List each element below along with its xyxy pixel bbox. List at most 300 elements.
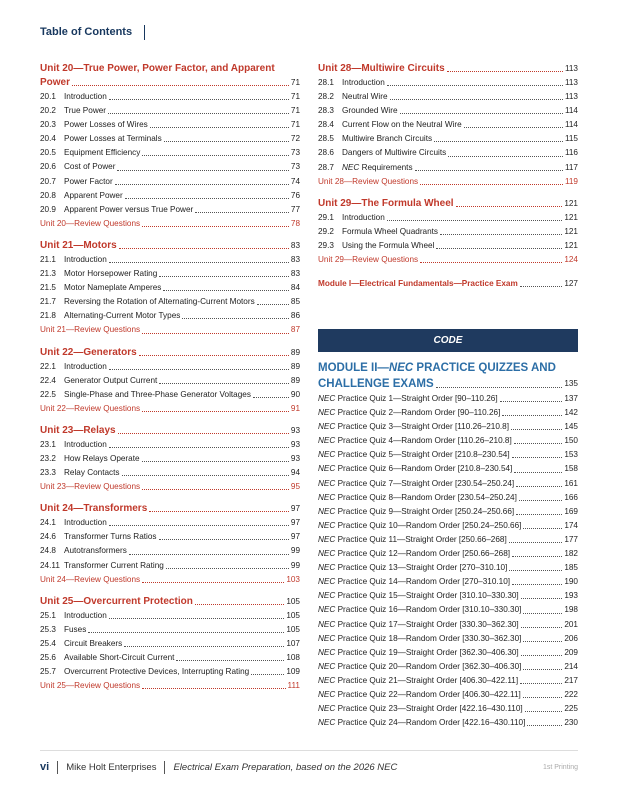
quiz-title: NEC Practice Quiz 16—Random Order [310.10–330.30] xyxy=(318,605,522,615)
entry-title: Power Losses of Wires xyxy=(64,120,148,130)
unit-heading[interactable] xyxy=(40,595,300,609)
entry-title: Apparent Power versus True Power xyxy=(64,204,194,214)
toc-entry[interactable] xyxy=(40,295,300,309)
unit-section xyxy=(318,62,578,189)
toc-entry[interactable] xyxy=(40,388,300,402)
footer-separator xyxy=(164,761,165,774)
dot-leader xyxy=(521,627,563,628)
quiz-title: NEC Practice Quiz 22—Random Order [406.30–422.11] xyxy=(318,689,521,699)
dot-leader xyxy=(436,387,563,388)
dot-leader xyxy=(166,568,289,569)
code-banner xyxy=(318,329,578,352)
toc-title: Table of Contents xyxy=(40,26,133,38)
toc-entry[interactable] xyxy=(40,309,300,323)
dot-leader xyxy=(88,632,284,633)
page-number: 150 xyxy=(564,436,578,446)
entry-title: Transformer Turns Ratios xyxy=(64,532,157,542)
toc-entry[interactable] xyxy=(40,281,300,295)
entry-title: Circuit Breakers xyxy=(64,638,123,648)
page-number: 93 xyxy=(290,453,300,463)
quiz-entry[interactable] xyxy=(318,603,578,617)
page-number: 89 xyxy=(290,361,300,371)
code-banner-label: CODE xyxy=(433,335,463,346)
page-number: 222 xyxy=(564,689,578,699)
unit-heading[interactable] xyxy=(40,346,300,360)
quiz-entry[interactable] xyxy=(318,477,578,491)
header-divider xyxy=(144,25,145,40)
quiz-title: NEC Practice Quiz 6—Random Order [210.8–230.54] xyxy=(318,464,513,474)
unit-heading-text: Unit 25—Overcurrent Protection xyxy=(40,595,193,607)
toc-entry[interactable] xyxy=(40,189,300,203)
toc-entry[interactable] xyxy=(40,175,300,189)
toc-entry[interactable] xyxy=(40,253,300,267)
entry-title: True Power xyxy=(64,106,107,116)
dot-leader xyxy=(415,170,563,171)
page-number: 76 xyxy=(290,190,300,200)
toc-entry[interactable] xyxy=(40,146,300,160)
quiz-entry[interactable] xyxy=(318,575,578,589)
dot-leader xyxy=(420,262,562,263)
toc-entry[interactable] xyxy=(40,267,300,281)
entry-title: Introduction xyxy=(64,92,107,101)
quiz-title: NEC Practice Quiz 1—Straight Order [90–110.26] xyxy=(318,394,498,403)
review-title: Unit 24—Review Questions xyxy=(40,574,141,584)
section-number: 21.8 xyxy=(40,311,56,321)
dot-leader xyxy=(464,127,563,128)
page-number: 97 xyxy=(290,532,300,542)
quiz-entry[interactable] xyxy=(318,589,578,603)
dot-leader xyxy=(512,457,563,458)
section-number: 20.2 xyxy=(40,106,56,116)
publisher-name: Mike Holt Enterprises xyxy=(66,761,157,773)
toc-entry[interactable] xyxy=(318,146,578,160)
entry-title: Cost of Power xyxy=(64,162,116,172)
unit-heading[interactable] xyxy=(40,502,300,516)
toc-entry[interactable] xyxy=(40,516,300,530)
section-number: 20.4 xyxy=(40,134,56,144)
quiz-entry[interactable] xyxy=(318,434,578,448)
page-number: 77 xyxy=(290,204,300,214)
page-number: 109 xyxy=(286,667,300,677)
unit-heading[interactable] xyxy=(318,197,578,211)
toc-entry[interactable] xyxy=(40,160,300,174)
page-number: vi xyxy=(40,761,50,773)
entry-title: Introduction xyxy=(64,361,107,371)
section-number: 21.1 xyxy=(40,254,56,264)
page-number: 105 xyxy=(286,624,300,634)
toc-entry[interactable] xyxy=(40,544,300,558)
dot-leader xyxy=(122,475,289,476)
entry-title: Introduction xyxy=(64,254,107,264)
entry-title: Dangers of Multiwire Circuits xyxy=(342,148,447,158)
page-number: 142 xyxy=(564,408,578,418)
page-number: 169 xyxy=(564,506,578,516)
quiz-entry[interactable] xyxy=(318,406,578,420)
page-number: 84 xyxy=(290,283,300,293)
dot-leader xyxy=(72,85,289,86)
dot-leader xyxy=(118,433,289,434)
toc-entry[interactable] xyxy=(40,132,300,146)
page-number: 185 xyxy=(564,563,578,573)
page-number: 71 xyxy=(290,78,300,87)
quiz-entry[interactable] xyxy=(318,646,578,660)
toc-entry[interactable] xyxy=(40,438,300,452)
review-questions-link[interactable] xyxy=(40,402,300,416)
quiz-title: NEC Practice Quiz 3—Straight Order [110.26–210.8] xyxy=(318,422,509,432)
dot-leader xyxy=(142,411,289,412)
toc-entry[interactable] xyxy=(40,651,300,665)
review-questions-link[interactable] xyxy=(40,480,300,494)
quiz-title: NEC Practice Quiz 7—Straight Order [230.54–250.24] xyxy=(318,478,515,488)
section-number: 25.1 xyxy=(40,610,56,620)
page-number: 124 xyxy=(564,255,578,265)
page-number: 137 xyxy=(564,394,578,403)
dot-leader xyxy=(512,556,562,557)
review-questions-link[interactable] xyxy=(40,573,300,587)
page-number: 91 xyxy=(290,403,300,413)
quiz-title: NEC Practice Quiz 18—Random Order [330.30–362.30] xyxy=(318,633,522,643)
dot-leader xyxy=(521,598,563,599)
toc-entry[interactable] xyxy=(40,559,300,573)
section-number: 28.4 xyxy=(318,120,334,130)
review-questions-link[interactable] xyxy=(318,175,578,189)
entry-title: Introduction xyxy=(342,212,385,222)
unit-heading-text: Power xyxy=(40,77,71,88)
entry-title: NEC Requirements xyxy=(342,162,413,172)
quiz-entry[interactable] xyxy=(318,392,578,406)
dot-leader xyxy=(149,511,289,512)
page-number: 201 xyxy=(564,619,578,629)
toc-entry[interactable] xyxy=(40,90,300,104)
quiz-entry[interactable] xyxy=(318,448,578,462)
toc-entry[interactable] xyxy=(40,665,300,679)
quiz-title: NEC Practice Quiz 11—Straight Order [250.66–268] xyxy=(318,534,507,544)
page-number: 97 xyxy=(290,504,300,514)
dot-leader xyxy=(514,472,562,473)
unit-heading[interactable] xyxy=(40,424,300,438)
dot-leader xyxy=(521,655,563,656)
section-number: 22.1 xyxy=(40,361,56,371)
page-number: 103 xyxy=(286,574,300,584)
footer-separator xyxy=(57,761,58,774)
page-number: 93 xyxy=(290,439,300,449)
dot-leader xyxy=(387,220,563,221)
dot-leader xyxy=(387,85,563,86)
quiz-entry[interactable] xyxy=(318,702,578,716)
toc-entry[interactable] xyxy=(40,360,300,374)
dot-leader xyxy=(509,570,562,571)
toc-entry[interactable] xyxy=(40,118,300,132)
toc-entry[interactable] xyxy=(318,132,578,146)
page-number: 86 xyxy=(290,311,300,321)
page-number: 198 xyxy=(564,605,578,615)
quiz-title: NEC Practice Quiz 5—Straight Order [210.8–230.54] xyxy=(318,450,510,460)
entry-title: Motor Nameplate Amperes xyxy=(64,283,162,293)
page-number: 95 xyxy=(290,482,300,492)
toc-entry[interactable] xyxy=(40,452,300,466)
unit-heading[interactable] xyxy=(40,239,300,253)
dot-leader xyxy=(159,383,289,384)
section-number: 24.11 xyxy=(40,560,60,570)
section-number: 22.5 xyxy=(40,389,56,399)
page-number: 107 xyxy=(286,638,300,648)
entry-title: Motor Horsepower Rating xyxy=(64,269,158,279)
dot-leader xyxy=(511,429,562,430)
entry-title: Introduction xyxy=(64,610,107,620)
dot-leader xyxy=(163,290,289,291)
dot-leader xyxy=(502,415,562,416)
toc-entry[interactable] xyxy=(40,466,300,480)
section-number: 25.7 xyxy=(40,667,56,677)
section-number: 28.1 xyxy=(318,78,334,87)
review-questions-link[interactable] xyxy=(40,323,300,337)
unit-section xyxy=(40,424,300,494)
entry-title: Fuses xyxy=(64,624,87,634)
page-number: 73 xyxy=(290,148,300,158)
section-number: 21.3 xyxy=(40,269,56,279)
dot-leader xyxy=(512,584,562,585)
section-number: 28.2 xyxy=(318,92,334,102)
dot-leader xyxy=(176,660,284,661)
module-2-heading-line2[interactable] xyxy=(318,376,578,392)
entry-title: Apparent Power xyxy=(64,190,123,200)
entry-title: Introduction xyxy=(64,518,107,528)
unit-heading-text: Unit 23—Relays xyxy=(40,424,116,436)
quiz-entry[interactable] xyxy=(318,716,578,730)
page-number: 73 xyxy=(290,162,300,172)
page-number: 217 xyxy=(564,675,578,685)
page-number: 114 xyxy=(564,120,578,130)
dot-leader xyxy=(109,525,289,526)
quiz-entry[interactable] xyxy=(318,519,578,533)
toc-entry[interactable] xyxy=(318,118,578,132)
section-number: 29.3 xyxy=(318,240,334,250)
section-number: 28.5 xyxy=(318,134,334,144)
dot-leader xyxy=(142,489,289,490)
module-2-heading[interactable]: MODULE II—NEC PRACTICE QUIZZES AND xyxy=(318,362,556,374)
dot-leader xyxy=(400,113,563,114)
toc-entry[interactable] xyxy=(318,211,578,225)
unit-section xyxy=(40,502,300,586)
section-number: 20.1 xyxy=(40,92,56,101)
page-number: 89 xyxy=(290,375,300,385)
section-number: 20.9 xyxy=(40,204,56,214)
toc-entry[interactable] xyxy=(318,225,578,239)
quiz-title: NEC Practice Quiz 14—Random Order [270–310.10] xyxy=(318,577,511,587)
toc-entry[interactable] xyxy=(40,637,300,651)
toc-entry[interactable] xyxy=(40,203,300,217)
dot-leader xyxy=(448,156,563,157)
page-number: 206 xyxy=(564,633,578,643)
page-number: 135 xyxy=(564,379,578,388)
unit-heading[interactable] xyxy=(318,62,578,76)
dot-leader xyxy=(142,582,284,583)
page-number: 158 xyxy=(564,464,578,474)
page-number: 78 xyxy=(290,218,300,228)
toc-entry[interactable] xyxy=(318,239,578,253)
toc-entry[interactable] xyxy=(40,609,300,623)
unit-section xyxy=(318,197,578,267)
quiz-title: NEC Practice Quiz 4—Random Order [110.26–210.8] xyxy=(318,436,512,446)
section-number: 28.7 xyxy=(318,162,334,172)
quiz-entry[interactable] xyxy=(318,660,578,674)
quiz-title: NEC Practice Quiz 9—Straight Order [250.24–250.66] xyxy=(318,506,515,516)
unit-heading-text: Unit 24—Transformers xyxy=(40,503,148,515)
entry-title: Generator Output Current xyxy=(64,375,158,385)
toc-entry[interactable] xyxy=(40,374,300,388)
quiz-entry[interactable] xyxy=(318,618,578,632)
dot-leader xyxy=(253,397,289,398)
entry-title: Multiwire Branch Circuits xyxy=(342,134,433,144)
footer-divider xyxy=(40,750,578,751)
entry-title: Current Flow on the Neutral Wire xyxy=(342,120,462,130)
section-number: 20.6 xyxy=(40,162,56,172)
quiz-title: NEC Practice Quiz 8—Random Order [230.54–250.24] xyxy=(318,492,517,502)
entry-title: Power Factor xyxy=(64,176,113,186)
entry-title: Grounded Wire xyxy=(342,106,398,116)
left-column xyxy=(40,62,300,693)
section-number: 24.1 xyxy=(40,518,56,528)
section-number: 29.1 xyxy=(318,212,334,222)
unit-heading-line2[interactable] xyxy=(40,76,300,90)
quiz-title: NEC Practice Quiz 2—Random Order [90–110.26] xyxy=(318,408,501,418)
page-number: 182 xyxy=(564,549,578,559)
unit-section xyxy=(40,239,300,338)
quiz-entry[interactable] xyxy=(318,688,578,702)
entry-title: Available Short-Circuit Current xyxy=(64,653,175,662)
page-number: 116 xyxy=(564,148,578,158)
entry-title: Reversing the Rotation of Alternating-Current Motors xyxy=(64,297,255,307)
quiz-title: NEC Practice Quiz 17—Straight Order [330.30–362.30] xyxy=(318,619,519,629)
dot-leader xyxy=(195,212,289,213)
page-number: 121 xyxy=(564,240,578,250)
toc-entry[interactable] xyxy=(40,623,300,637)
quiz-entry[interactable] xyxy=(318,420,578,434)
entry-title: Overcurrent Protective Devices, Interrupting Rating xyxy=(64,667,250,677)
page-number: 74 xyxy=(290,176,300,186)
practice-exam-link[interactable] xyxy=(318,277,578,291)
quiz-entry[interactable] xyxy=(318,505,578,519)
dot-leader xyxy=(434,141,563,142)
page-number: 83 xyxy=(290,269,300,279)
page-number: 121 xyxy=(564,198,578,208)
dot-leader xyxy=(520,683,562,684)
quiz-entry[interactable] xyxy=(318,533,578,547)
toc-entry[interactable] xyxy=(318,76,578,90)
section-number: 20.3 xyxy=(40,120,56,130)
dot-leader xyxy=(514,443,563,444)
entry-title: Relay Contacts xyxy=(64,468,120,478)
dot-leader xyxy=(456,206,563,207)
toc-entry[interactable] xyxy=(318,90,578,104)
section-number: 25.6 xyxy=(40,653,56,662)
quiz-entry[interactable] xyxy=(318,547,578,561)
quiz-title: NEC Practice Quiz 21—Straight Order [406.30–422.11] xyxy=(318,675,519,685)
page-number: 99 xyxy=(290,560,300,570)
section-number: 20.8 xyxy=(40,190,56,200)
dot-leader xyxy=(142,226,289,227)
entry-title: Transformer Current Rating xyxy=(64,560,164,570)
dot-leader xyxy=(525,711,563,712)
toc-entry[interactable] xyxy=(40,530,300,544)
dot-leader xyxy=(117,170,288,171)
page-number: 209 xyxy=(564,647,578,657)
review-questions-link[interactable] xyxy=(40,217,300,231)
dot-leader xyxy=(523,641,562,642)
review-questions-link[interactable] xyxy=(318,253,578,267)
section-number: 24.8 xyxy=(40,546,56,556)
dot-leader xyxy=(182,318,289,319)
page-number: 87 xyxy=(290,325,300,335)
quiz-entry[interactable] xyxy=(318,561,578,575)
quiz-entry[interactable] xyxy=(318,674,578,688)
dot-leader xyxy=(109,99,289,100)
review-title: Unit 21—Review Questions xyxy=(40,325,141,335)
module-2-section xyxy=(318,360,578,730)
quiz-title: NEC Practice Quiz 12—Random Order [250.66–268] xyxy=(318,549,511,559)
page-number: 117 xyxy=(564,162,578,172)
review-title: Unit 25—Review Questions xyxy=(40,681,141,691)
unit-heading[interactable]: Unit 20—True Power, Power Factor, and Apparent xyxy=(40,63,275,74)
dot-leader xyxy=(527,725,562,726)
page-number: 83 xyxy=(290,254,300,264)
page-number: 105 xyxy=(286,596,300,606)
quiz-entry[interactable] xyxy=(318,462,578,476)
page-number: 145 xyxy=(564,422,578,432)
page-number: 225 xyxy=(564,704,578,714)
printing-note: 1st Printing xyxy=(542,763,578,771)
page-number: 214 xyxy=(564,661,578,671)
section-number: 20.5 xyxy=(40,148,56,158)
toc-entry[interactable] xyxy=(40,104,300,118)
book-title: Electrical Exam Preparation, based on the 2026 NEC xyxy=(173,761,398,773)
dot-leader xyxy=(142,461,289,462)
page-number: 99 xyxy=(290,546,300,556)
dot-leader xyxy=(440,234,562,235)
section-number: 25.3 xyxy=(40,624,56,634)
dot-leader xyxy=(519,500,562,501)
dot-leader xyxy=(142,155,289,156)
entry-title: Single-Phase and Three-Phase Generator Voltages xyxy=(64,389,251,399)
unit-section xyxy=(40,595,300,694)
page-number: 174 xyxy=(564,520,578,530)
quiz-title: NEC Practice Quiz 23—Straight Order [422.16–430.110] xyxy=(318,704,523,714)
dot-leader xyxy=(164,141,289,142)
dot-leader xyxy=(447,71,563,72)
section-number: 23.3 xyxy=(40,468,56,478)
page-number: 71 xyxy=(290,120,300,130)
section-number: 22.4 xyxy=(40,375,56,385)
dot-leader xyxy=(523,697,562,698)
quiz-title: NEC Practice Quiz 15—Straight Order [310.10–330.30] xyxy=(318,591,519,601)
dot-leader xyxy=(119,248,289,249)
section-number: 21.5 xyxy=(40,283,56,293)
review-questions-link[interactable] xyxy=(40,679,300,693)
toc-entry[interactable] xyxy=(318,161,578,175)
dot-leader xyxy=(516,486,562,487)
quiz-title: NEC Practice Quiz 13—Straight Order [270–310.10] xyxy=(318,563,508,573)
unit-section xyxy=(40,346,300,416)
entry-title: Autotransformers xyxy=(64,546,127,556)
dot-leader xyxy=(108,113,289,114)
dot-leader xyxy=(195,604,285,605)
quiz-entry[interactable] xyxy=(318,632,578,646)
quiz-entry[interactable] xyxy=(318,491,578,505)
unit-heading-text: Unit 22—Generators xyxy=(40,346,137,358)
unit-heading-text: Unit 21—Motors xyxy=(40,239,117,251)
review-title: Unit 23—Review Questions xyxy=(40,482,141,492)
toc-entry[interactable] xyxy=(318,104,578,118)
